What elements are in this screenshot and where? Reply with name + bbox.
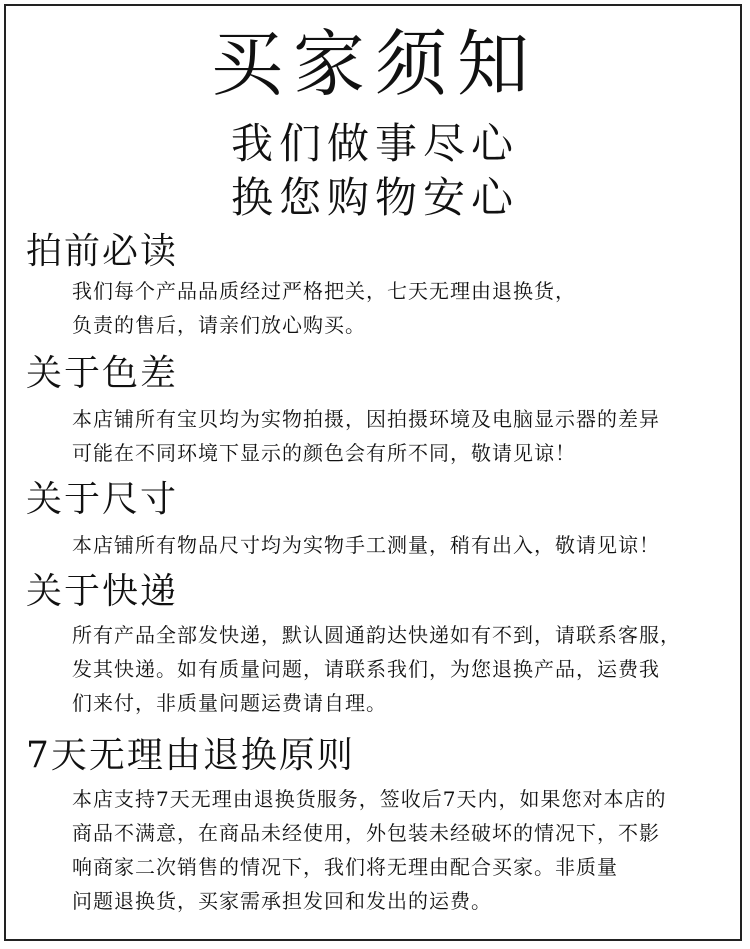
section-heading-delivery: 关于快递 bbox=[26, 571, 179, 612]
section-line: 本店铺所有物品尺寸均为实物手工测量，稍有出入，敬请见谅！ bbox=[72, 533, 660, 557]
section-heading-size: 关于尺寸 bbox=[26, 479, 179, 520]
section-body-return-policy bbox=[72, 782, 722, 918]
section-heading-return-policy: 7天无理由退换原则 bbox=[26, 735, 355, 776]
subtitle-line-1: 我们做事尽心 bbox=[230, 119, 519, 168]
section-line: 发其快递。如有质量问题，请联系我们，为您退换产品，运费我 bbox=[72, 657, 660, 681]
section-line: 问题退换货，买家需承担发回和发出的运费。 bbox=[72, 889, 492, 913]
section-heading-before-bidding: 拍前必读 bbox=[26, 231, 179, 272]
section-line: 们来付，非质量问题运费请自理。 bbox=[72, 691, 387, 715]
section-line: 所有产品全部发快递，默认圆通韵达快递如有不到，请联系客服， bbox=[72, 623, 681, 647]
subtitle-line-2: 换您购物安心 bbox=[230, 173, 519, 222]
section-line: 负责的售后，请亲们放心购买。 bbox=[72, 313, 366, 337]
section-line: 响商家二次销售的情况下，我们将无理由配合买家。非质量 bbox=[72, 855, 618, 879]
section-line: 可能在不同环境下显示的颜色会有所不同，敬请见谅！ bbox=[72, 441, 576, 465]
section-line: 本店铺所有宝贝均为实物拍摄，因拍摄环境及电脑显示器的差异 bbox=[72, 407, 660, 431]
section-line: 商品不满意，在商品未经使用，外包装未经破坏的情况下，不影 bbox=[72, 821, 660, 845]
section-heading-color-difference: 关于色差 bbox=[26, 353, 179, 394]
section-body-color-difference bbox=[72, 402, 722, 470]
section-body-delivery bbox=[72, 618, 722, 720]
section-line: 本店支持7天无理由退换货服务，签收后7天内，如果您对本店的 bbox=[72, 787, 667, 811]
section-body-size bbox=[72, 528, 722, 562]
section-body-before-bidding bbox=[72, 274, 722, 342]
page-title: 买家须知 bbox=[210, 22, 539, 106]
notice-frame bbox=[4, 4, 742, 941]
section-line: 我们每个产品品质经过严格把关，七天无理由退换货， bbox=[72, 279, 576, 303]
